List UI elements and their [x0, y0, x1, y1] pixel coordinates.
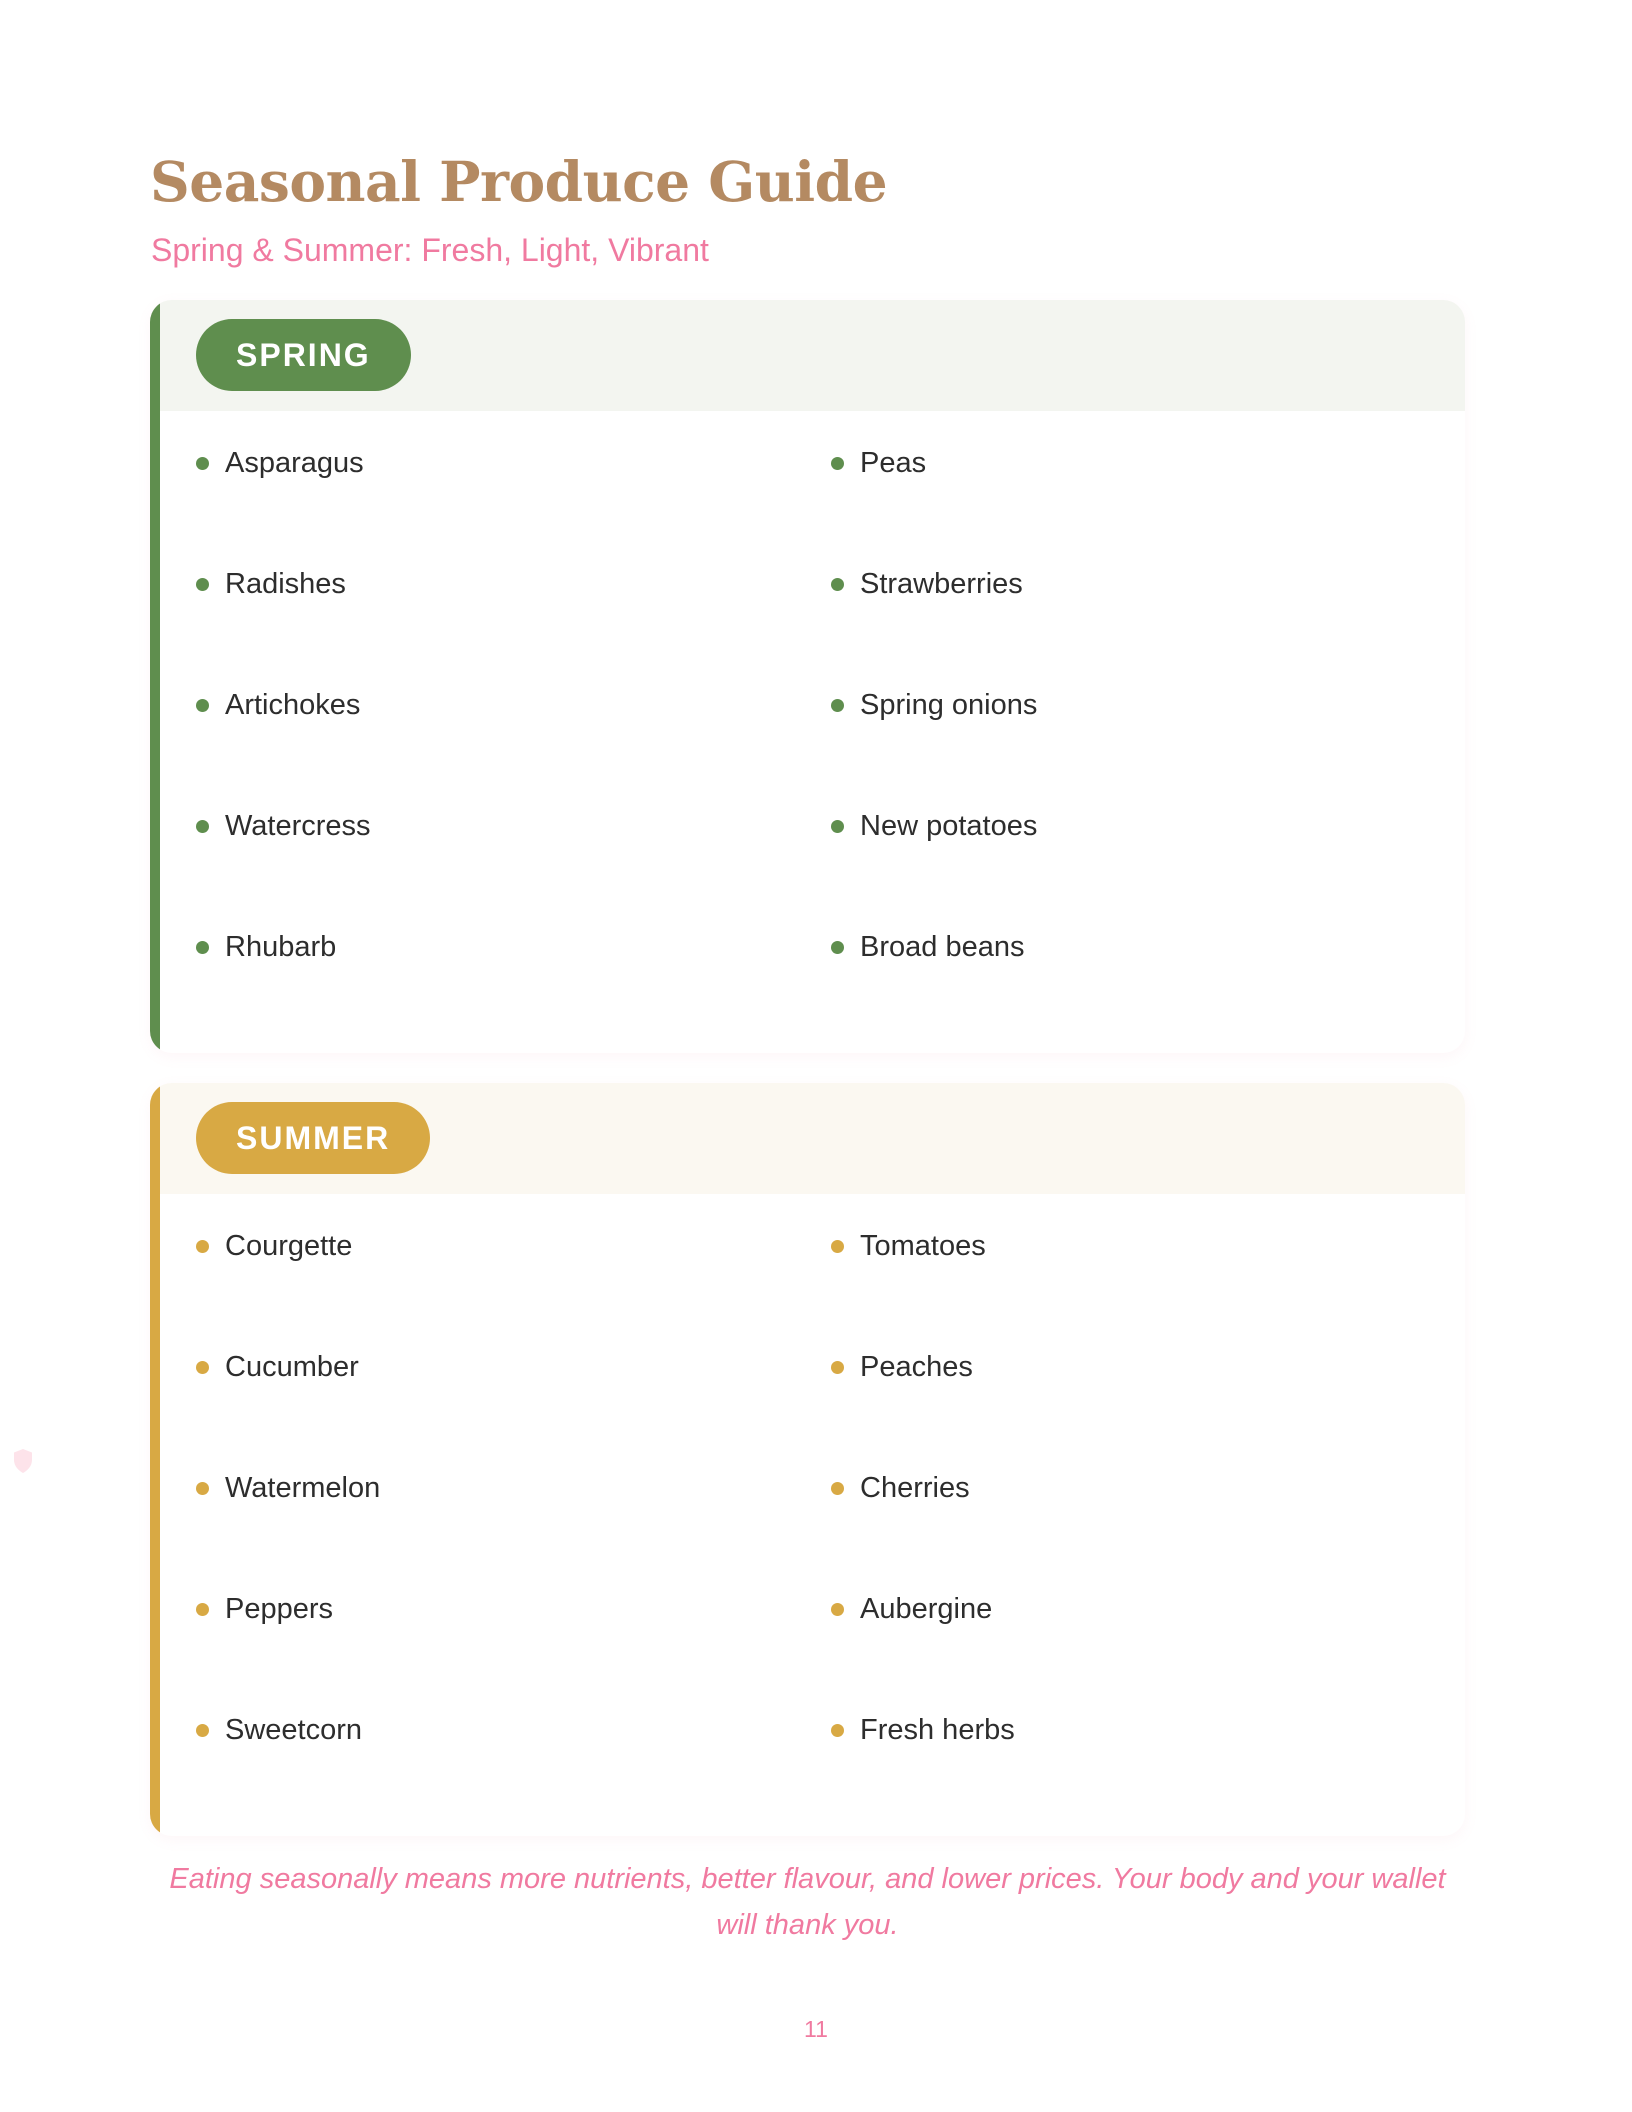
produce-label: Rhubarb	[225, 931, 337, 963]
bullet-dot-icon	[196, 941, 209, 954]
bullet-dot-icon	[196, 699, 209, 712]
produce-label: Fresh herbs	[860, 1714, 1015, 1746]
summer-card-header	[150, 1083, 1465, 1194]
bullet-dot-icon	[196, 1724, 209, 1737]
produce-label: Cucumber	[225, 1351, 359, 1383]
footer-note: Eating seasonally means more nutrients, better flavour, and lower prices. Your body and your wallet will thank you.	[169, 1863, 1446, 1941]
bullet-dot-icon	[831, 699, 844, 712]
produce-label: Peppers	[225, 1593, 334, 1625]
produce-label: Tomatoes	[860, 1230, 986, 1262]
shield-icon	[12, 1448, 34, 1474]
bullet-dot-icon	[831, 457, 844, 470]
bullet-dot-icon	[831, 820, 844, 833]
spring-season-badge: SPRING	[196, 319, 411, 391]
produce-label: Peas	[860, 447, 927, 479]
produce-label: Artichokes	[225, 689, 361, 721]
bullet-dot-icon	[196, 578, 209, 591]
bullet-dot-icon	[831, 1240, 844, 1253]
produce-label: Sweetcorn	[225, 1714, 363, 1746]
bullet-dot-icon	[196, 1240, 209, 1253]
spring-season-card	[150, 300, 1465, 1053]
produce-label: Radishes	[225, 568, 346, 600]
produce-label: Asparagus	[225, 447, 364, 479]
bullet-dot-icon	[196, 820, 209, 833]
produce-label: Watermelon	[225, 1472, 381, 1504]
produce-label: New potatoes	[860, 810, 1038, 842]
produce-label: Watercress	[225, 810, 371, 842]
summer-accent-bar	[150, 1083, 160, 1836]
produce-label: Cherries	[860, 1472, 970, 1504]
bullet-dot-icon	[831, 941, 844, 954]
bullet-dot-icon	[831, 1482, 844, 1495]
page-title: Seasonal Produce Guide	[150, 149, 888, 214]
produce-label: Broad beans	[860, 931, 1025, 963]
bullet-dot-icon	[196, 1482, 209, 1495]
produce-label: Courgette	[225, 1230, 353, 1262]
produce-label: Strawberries	[860, 568, 1023, 600]
page-number: 11	[804, 2016, 828, 2042]
bullet-dot-icon	[196, 457, 209, 470]
summer-season-card	[150, 1083, 1465, 1836]
bullet-dot-icon	[196, 1603, 209, 1616]
produce-label: Aubergine	[860, 1593, 993, 1625]
page-subtitle: Spring & Summer: Fresh, Light, Vibrant	[151, 232, 709, 268]
produce-label: Peaches	[860, 1351, 973, 1383]
bullet-dot-icon	[196, 1361, 209, 1374]
bullet-dot-icon	[831, 1724, 844, 1737]
spring-accent-bar	[150, 300, 160, 1053]
bullet-dot-icon	[831, 1361, 844, 1374]
spring-card-header	[150, 300, 1465, 411]
produce-label: Spring onions	[860, 689, 1038, 721]
bullet-dot-icon	[831, 1603, 844, 1616]
bullet-dot-icon	[831, 578, 844, 591]
summer-season-badge: SUMMER	[196, 1102, 430, 1174]
